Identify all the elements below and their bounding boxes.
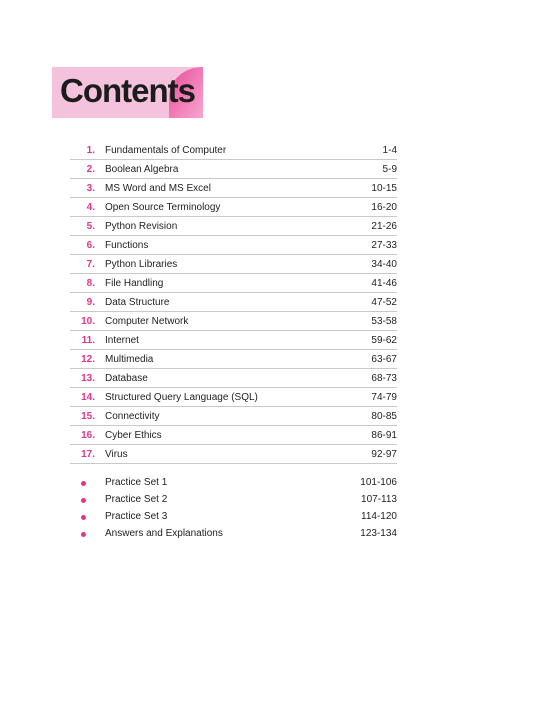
chapter-row[interactable] [70, 274, 397, 293]
practice-row[interactable] [70, 491, 397, 508]
chapter-pages: 41-46 [371, 277, 397, 289]
chapter-title: Open Source Terminology [105, 201, 221, 213]
chapter-title: Boolean Algebra [105, 163, 179, 175]
chapter-title: Python Libraries [105, 258, 178, 270]
chapter-pages: 27-33 [371, 239, 397, 251]
chapter-pages: 74-79 [371, 391, 397, 403]
chapter-title: File Handling [105, 277, 164, 289]
chapter-row[interactable] [70, 445, 397, 464]
chapter-title: Python Revision [105, 220, 178, 232]
chapter-pages: 68-73 [371, 372, 397, 384]
chapter-title: MS Word and MS Excel [105, 182, 211, 194]
bullet-icon [70, 510, 95, 524]
chapter-row[interactable] [70, 255, 397, 274]
chapter-title: Computer Network [105, 315, 189, 327]
chapter-list [70, 141, 397, 464]
practice-title: Practice Set 1 [105, 477, 168, 488]
chapter-row[interactable] [70, 312, 397, 331]
chapter-pages: 1-4 [382, 144, 397, 156]
title-banner [52, 67, 203, 118]
chapter-row[interactable] [70, 141, 397, 160]
chapter-number: 9. [86, 296, 95, 308]
practice-row[interactable] [70, 474, 397, 491]
chapter-row[interactable] [70, 236, 397, 255]
chapter-row[interactable] [70, 426, 397, 445]
chapter-title: Connectivity [105, 410, 160, 422]
chapter-number: 15. [81, 410, 95, 422]
chapter-pages: 59-62 [371, 334, 397, 346]
chapter-pages: 34-40 [371, 258, 397, 270]
chapter-title: Functions [105, 239, 149, 251]
bullet-icon [70, 493, 95, 507]
chapter-number: 8. [86, 277, 95, 289]
chapter-pages: 47-52 [371, 296, 397, 308]
chapter-row[interactable] [70, 179, 397, 198]
chapter-number: 1. [86, 144, 95, 156]
chapter-pages: 16-20 [371, 201, 397, 213]
chapter-row[interactable] [70, 388, 397, 407]
chapter-title: Database [105, 372, 148, 384]
chapter-title: Multimedia [105, 353, 154, 365]
practice-row[interactable] [70, 525, 397, 542]
chapter-title: Internet [105, 334, 139, 346]
chapter-number: 6. [86, 239, 95, 251]
practice-pages: 107-113 [361, 494, 397, 505]
bullet-icon [70, 527, 95, 541]
practice-row[interactable] [70, 508, 397, 525]
chapter-row[interactable] [70, 369, 397, 388]
chapter-number: 12. [81, 353, 95, 365]
chapter-pages: 53-58 [371, 315, 397, 327]
chapter-row[interactable] [70, 160, 397, 179]
chapter-title: Structured Query Language (SQL) [105, 391, 258, 403]
chapter-number: 7. [86, 258, 95, 270]
chapter-number: 17. [81, 448, 95, 460]
practice-pages: 114-120 [361, 511, 397, 522]
chapter-title: Virus [105, 448, 128, 460]
chapter-pages: 63-67 [371, 353, 397, 365]
chapter-number: 13. [81, 372, 95, 384]
chapter-pages: 86-91 [371, 429, 397, 441]
chapter-row[interactable] [70, 350, 397, 369]
chapter-number: 11. [81, 334, 95, 346]
chapter-row[interactable] [70, 331, 397, 350]
practice-pages: 101-106 [360, 477, 397, 488]
chapter-number: 5. [86, 220, 95, 232]
practice-title: Answers and Explanations [105, 528, 223, 539]
chapter-row[interactable] [70, 217, 397, 236]
chapter-row[interactable] [70, 407, 397, 426]
chapter-pages: 92-97 [371, 448, 397, 460]
bullet-icon [70, 476, 95, 490]
chapter-number: 3. [86, 182, 95, 194]
chapter-number: 4. [86, 201, 95, 213]
chapter-row[interactable] [70, 198, 397, 217]
chapter-row[interactable] [70, 293, 397, 312]
chapter-pages: 80-85 [371, 410, 397, 422]
page-title: Contents [60, 72, 195, 109]
practice-pages: 123-134 [360, 528, 397, 539]
chapter-number: 2. [86, 163, 95, 175]
chapter-title: Data Structure [105, 296, 170, 308]
chapter-number: 14. [81, 391, 95, 403]
practice-list [70, 474, 397, 542]
chapter-number: 10. [81, 315, 95, 327]
practice-title: Practice Set 3 [105, 511, 168, 522]
chapter-pages: 21-26 [371, 220, 397, 232]
chapter-title: Fundamentals of Computer [105, 144, 227, 156]
chapter-pages: 5-9 [382, 163, 397, 175]
practice-title: Practice Set 2 [105, 494, 168, 505]
chapter-pages: 10-15 [371, 182, 397, 194]
chapter-number: 16. [81, 429, 95, 441]
chapter-title: Cyber Ethics [105, 429, 162, 441]
